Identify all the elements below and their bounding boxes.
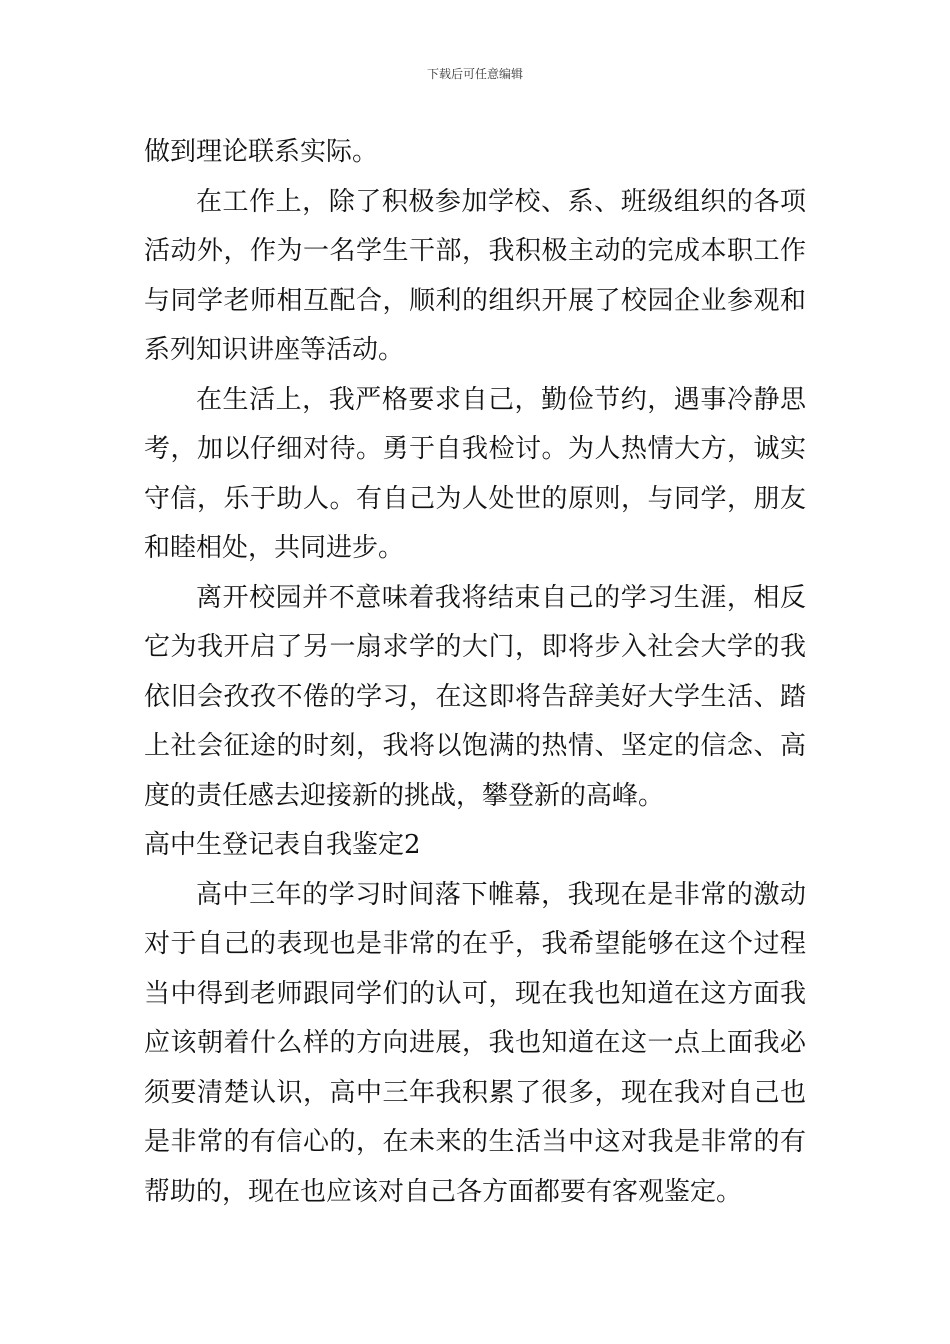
page-header: 下载后可任意编辑 [426,67,523,81]
document-body [144,128,806,1217]
paragraph-leaving-campus: 离开校园并不意味着我将结束自己的学习生涯，相反它为我开启了另一扇求学的大门，即将步入社会大学的我依旧会孜孜不倦的学习，在这即将告辞美好大学生活、踏上社会征途的时刻，我将以饱满的热情、坚定的信念、高度的责任感去迎接新的挑战，攀登新的高峰。 [144,582,806,811]
paragraph-work: 在工作上，除了积极参加学校、系、班级组织的各项活动外，作为一名学生干部，我积极主动的完成本职工作与同学老师相互配合，顺利的组织开展了校园企业参观和系列知识讲座等活动。 [144,186,806,365]
paragraph-continuation: 做到理论联系实际。 [144,137,379,167]
section-heading: 高中生登记表自我鉴定2 [144,830,421,860]
paragraph-high-school: 高中三年的学习时间落下帷幕，我现在是非常的激动对于自己的表现也是非常的在乎，我希望能够在这个过程当中得到老师跟同学们的认可，现在我也知道在这方面我应该朝着什么样的方向进展，我也知道在这一点上面我必须要清楚认识，高中三年我积累了很多，现在我对自己也是非常的有信心的，在未来的生活当中这对我是非常的有帮助的，现在也应该对自己各方面都要有客观鉴定。 [144,879,806,1207]
paragraph-life: 在生活上，我严格要求自己，勤俭节约，遇事冷静思考，加以仔细对待。勇于自我检讨。为人热情大方，诚实守信，乐于助人。有自己为人处世的原则，与同学，朋友和睦相处，共同进步。 [144,384,806,563]
